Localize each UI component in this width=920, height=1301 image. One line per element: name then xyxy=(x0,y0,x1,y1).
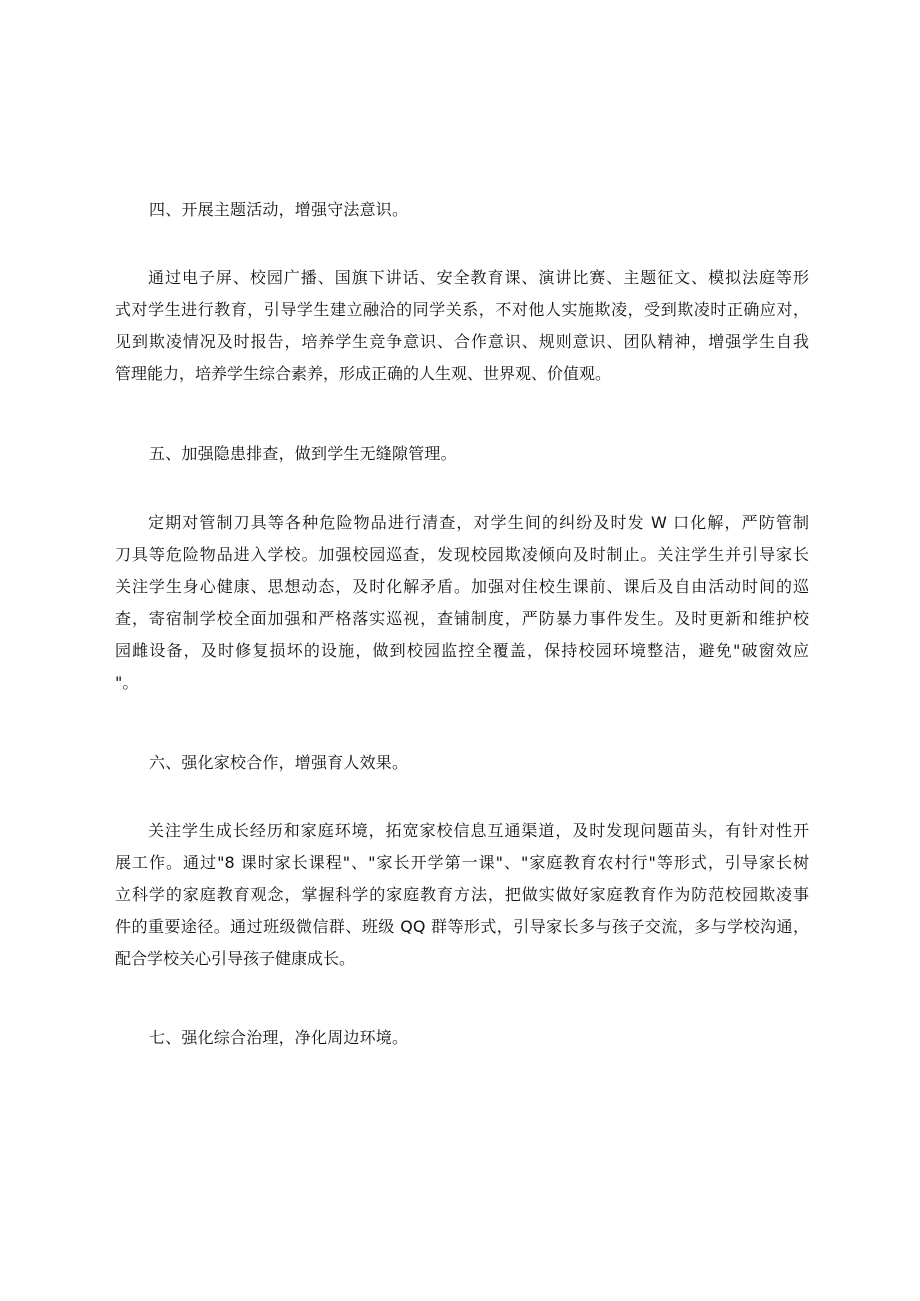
section-paragraph-6 xyxy=(115,815,809,975)
paragraph-line: 式对学生进行教育，引导学生建立融洽的同学关系，不对他人实施欺凌，受到欺凌时正确应对， xyxy=(115,300,809,319)
paragraph-line: 展工作。通过"8 课时家长课程"、"家长开学第一课"、"家庭教育农村行"等形式，引导家长树 xyxy=(115,853,809,872)
paragraph-line: 定期对管制刀具等各种危险物品进行清查，对学生间的纠纷及时发 W 口化解，严防管制 xyxy=(148,513,809,532)
section-heading-5: 五、加强隐患排查，做到学生无缝隙管理。 xyxy=(149,444,457,463)
section-paragraph-5 xyxy=(115,507,809,699)
section-heading-4: 四、开展主题活动，增强守法意识。 xyxy=(149,200,409,219)
paragraph-line: 刀具等危险物品进入学校。加强校园巡查，发现校园欺凌倾向及时制止。关注学生并引导家长 xyxy=(115,545,809,564)
paragraph-line: 件的重要途径。通过班级微信群、班级 QQ 群等形式，引导家长多与孩子交流，多与学校沟通， xyxy=(115,917,809,936)
paragraph-line: 关注学生身心健康、思想动态，及时化解矛盾。加强对住校生课前、课后及自由活动时间的巡 xyxy=(115,577,809,596)
section-heading-6: 六、强化家校合作，增强育人效果。 xyxy=(149,753,409,772)
paragraph-line: 查，寄宿制学校全面加强和严格落实巡视，查铺制度，严防暴力事件发生。及时更新和维护校 xyxy=(115,609,809,628)
paragraph-line: 通过电子屏、校园广播、国旗下讲话、安全教育课、演讲比赛、主题征文、模拟法庭等形 xyxy=(148,268,809,287)
paragraph-line: 园雌设备，及时修复损坏的设施，做到校园监控全覆盖，保持校园环境整洁，避免"破窗效应 xyxy=(115,641,809,660)
paragraph-line: "。 xyxy=(115,673,139,692)
section-heading-7: 七、强化综合治理，净化周边环境。 xyxy=(149,1028,409,1047)
paragraph-line: 关注学生成长经历和家庭环境，拓宽家校信息互通渠道，及时发现问题苗头，有针对性开 xyxy=(148,821,809,840)
paragraph-line: 见到欺凌情况及时报告，培养学生竞争意识、合作意识、规则意识、团队精神，增强学生自我 xyxy=(115,332,809,351)
section-paragraph-4 xyxy=(115,262,809,390)
paragraph-line: 配合学校关心引导孩子健康成长。 xyxy=(115,949,356,968)
paragraph-line: 立科学的家庭教育观念，掌握科学的家庭教育方法，把做实做好家庭教育作为防范校园欺凌事 xyxy=(115,885,809,904)
paragraph-line: 管理能力，培养学生综合素养，形成正确的人生观、世界观、价值观。 xyxy=(115,364,612,383)
